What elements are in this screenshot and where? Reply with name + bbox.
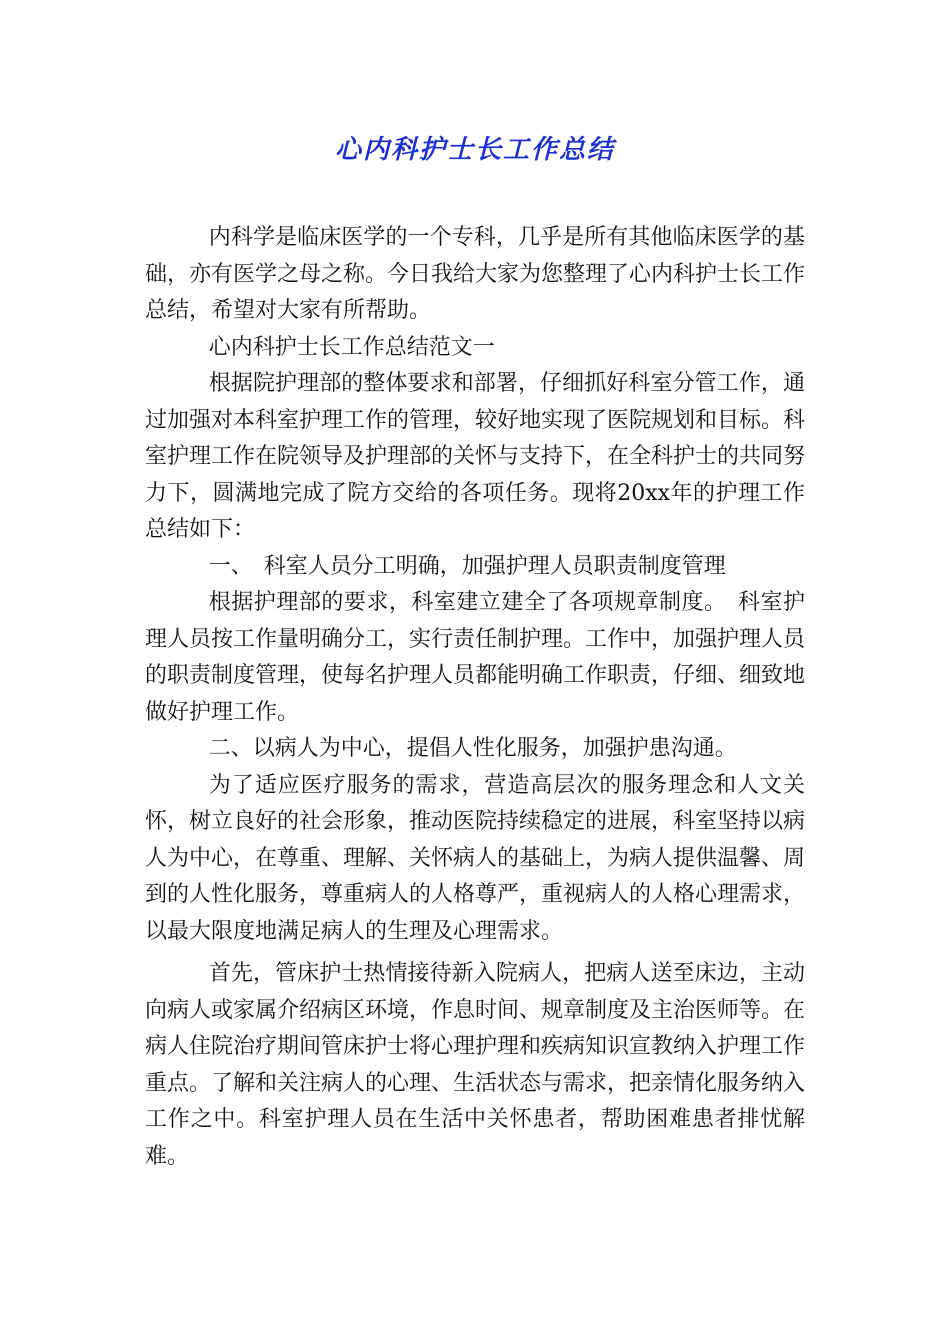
section-two-detail-paragraph: 首先，管床护士热情接待新入院病人，把病人送至床边，主动向病人或家属介绍病区环境，作息时间、规章制度及主治医师等。在病人住院治疗期间管床护士将心理护理和疾病知识宣教纳入护理工作重点。了解和关注病人的心理、生活状态与需求，把亲情化服务纳入工作之中。科室护理人员在生活中关怀患者，帮助困难患者排忧解难。	[145, 961, 806, 1169]
section-two-paragraph: 为了适应医疗服务的需求，营造高层次的服务理念和人文关怀，树立良好的社会形象，推动医院持续稳定的进展，科室坚持以病人为中心，在尊重、理解、关怀病人的基础上，为病人提供温馨、周到的人性化服务，尊重病人的人格尊严，重视病人的人格心理需求，以最大限度地满足病人的生理及心理需求。	[145, 772, 806, 944]
section-heading-sample-one: 心内科护士长工作总结范文一	[208, 334, 495, 360]
document-body	[145, 220, 805, 1175]
section-heading-one: 一、 科室人员分工明确，加强护理人员职责制度管理	[208, 553, 726, 579]
intro-paragraph: 内科学是临床医学的一个专科，几乎是所有其他临床医学的基础，亦有医学之母之称。今日我给大家为您整理了心内科护士长工作总结，希望对大家有所帮助。	[145, 225, 806, 323]
overview-paragraph: 根据院护理部的整体要求和部署，仔细抓好科室分管工作，通过加强对本科室护理工作的管理，较好地实现了医院规划和目标。科室护理工作在院领导及护理部的关怀与支持下，在全科护士的共同努力下，圆满地完成了院方交给的各项任务。现将20xx年的护理工作总结如下：	[145, 371, 806, 542]
document-title: 心内科护士长工作总结	[334, 135, 615, 165]
section-one-paragraph: 根据护理部的要求，科室建立建全了各项规章制度。 科室护理人员按工作量明确分工，实行责任制护理。工作中，加强护理人员的职责制度管理，使每名护理人员都能明确工作职责，仔细、细致地做好护理工作。	[145, 590, 806, 725]
section-heading-two: 二、以病人为中心，提倡人性化服务，加强护患沟通。	[208, 736, 737, 761]
